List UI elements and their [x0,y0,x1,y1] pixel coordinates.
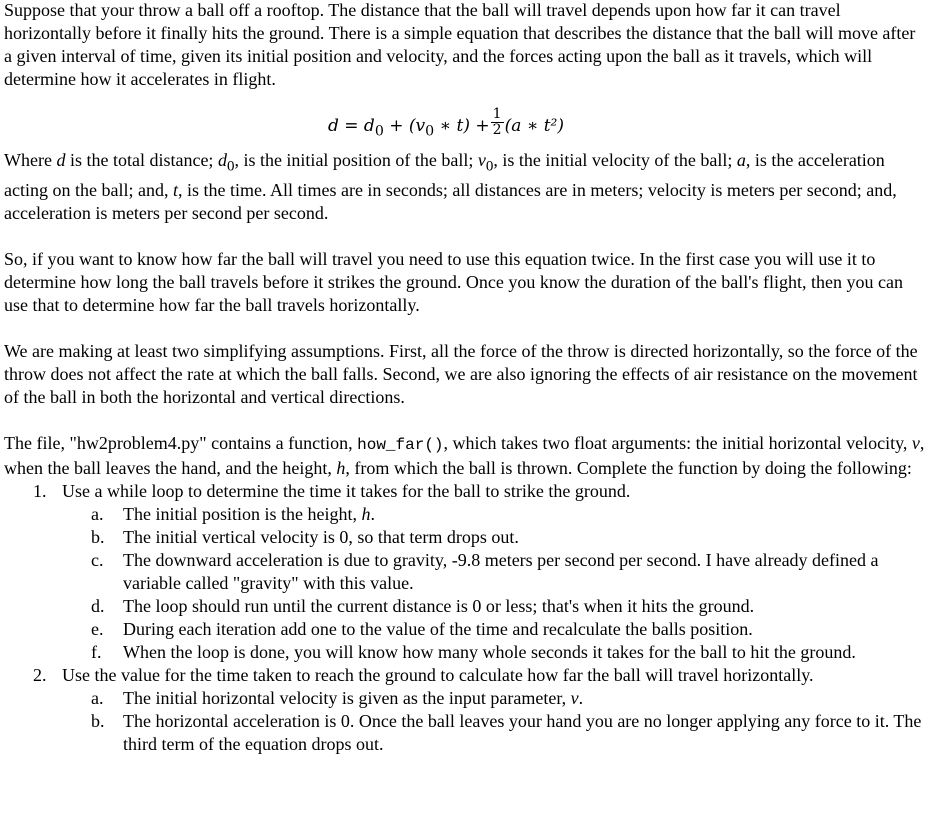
substep-label: e. [91,618,104,639]
intro-paragraph: Suppose that your throw a ball off a rooftop. The distance that the ball will travel depends upon how far it can travel horizontally before it finally hits the ground. There is a simple equation that describes the distance that the ball will move after a given interval of time, given its initial position and velocity, and the forces acting upon the ball as it travels, which will determine how it accelerates in flight. [4,0,916,89]
eq-rest2: (a ∗ t²) [504,116,564,136]
var-d0-sub: 0 [226,158,235,175]
eq-fraction [491,107,504,138]
var-v: v [911,432,920,453]
eq-sub1: 0 [425,123,435,140]
eq-denominator: 2 [492,122,502,138]
var-d0: d [217,150,227,170]
text-span: . [578,687,584,708]
step-1 [4,480,926,664]
text-span: , which takes two float arguments: the initial horizontal velocity, [443,432,912,453]
text-span: . [370,503,375,524]
step-1-label: 1. [33,480,47,501]
substep-1c [62,549,926,595]
text-span: Where [4,150,57,170]
substep-1e [62,618,926,641]
variables-paragraph [4,149,926,225]
substep-label: f. [91,641,102,662]
text-span: , from which the ball is thrown. Complete the function by doing the following: [345,457,912,478]
var-v0: v [477,150,486,170]
substep-2a [62,687,926,710]
var-h: h [361,503,371,524]
text-span: , is the acceleration acting on the ball; and, [4,150,885,200]
method-paragraph: So, if you want to know how far the ball will travel you need to use this equation twice. In the first case you will use it to determine how long the ball travels before it strikes the ground. Once you know the duration of the ball's flight, then you can use that to determine how far the ball travels horizontally. [4,248,904,315]
distance-equation [4,91,926,149]
substep-1f [62,641,926,664]
text-span: , is the initial velocity of the ball; [493,150,737,170]
substep-text: The initial position is the height, [123,503,362,524]
substep-label: b. [91,526,105,547]
substep-label: a. [91,687,104,708]
step-2-label: 2. [33,664,47,685]
equation-body [328,106,564,143]
substep-text: The downward acceleration is due to gravity, -9.8 meters per second per second. I have already defined a variable called "gravity" with this value. [123,549,879,593]
var-v: v [570,687,579,708]
eq-rest1: ∗ t) + [434,116,490,136]
step-2-substeps [62,687,926,756]
substep-label: c. [91,549,104,570]
var-a: a [736,150,746,170]
substep-label: a. [91,503,104,524]
step-2 [4,664,926,756]
substep-1d [62,595,926,618]
substep-text: The initial horizontal velocity is given as the input parameter, [123,687,571,708]
assumptions-paragraph: We are making at least two simplifying assumptions. First, all the force of the throw is directed horizontally, so the force of the throw does not affect the rate at which the ball falls. Second, we are also ignoring the effects of air resistance on the movement of the ball in both the horizontal and vertical directions. [4,340,918,407]
substep-label: d. [91,595,105,616]
substep-1b [62,526,926,549]
eq-mid: + (v [383,116,426,136]
eq-sub0: 0 [374,123,384,140]
steps-list [4,480,926,756]
step-2-text: Use the value for the time taken to reach the ground to calculate how far the ball will travel horizontally. [62,664,814,685]
substep-text: The horizontal acceleration is 0. Once the ball leaves your hand you are no longer applying any force to it. The third term of the equation drops out. [123,710,922,754]
substep-text: During each iteration add one to the value of the time and recalculate the balls position. [123,618,753,639]
function-name-code: how_far() [357,435,444,454]
text-span: The file, "hw2problem4.py" contains a function, [4,432,358,453]
substep-text: The initial vertical velocity is 0, so that term drops out. [123,526,519,547]
var-v0-sub: 0 [485,158,494,175]
text-span: , when the ball leaves the hand, and the height, [4,432,925,478]
var-d: d [56,150,66,170]
document [4,0,926,756]
text-span: , is the time. All times are in seconds; all distances are in meters; velocity is meters per second; and, acceleration is meters per second per second. [4,179,897,223]
substep-2b [62,710,926,756]
substep-text: The loop should run until the current distance is 0 or less; that's when it hits the ground. [123,595,755,616]
text-span: is the total distance; [65,150,218,170]
task-paragraph [4,432,926,480]
var-h: h [336,457,346,478]
var-t: t [172,179,178,200]
substep-label: b. [91,710,105,731]
eq-left: d = d [328,116,375,136]
eq-numerator: 1 [492,106,502,122]
step-1-substeps [62,503,926,664]
substep-text: When the loop is done, you will know how many whole seconds it takes for the ball to hit the ground. [123,641,856,662]
text-span: , is the initial position of the ball; [234,150,478,170]
step-1-text: Use a while loop to determine the time it takes for the ball to strike the ground. [62,480,631,501]
substep-1a [62,503,926,526]
